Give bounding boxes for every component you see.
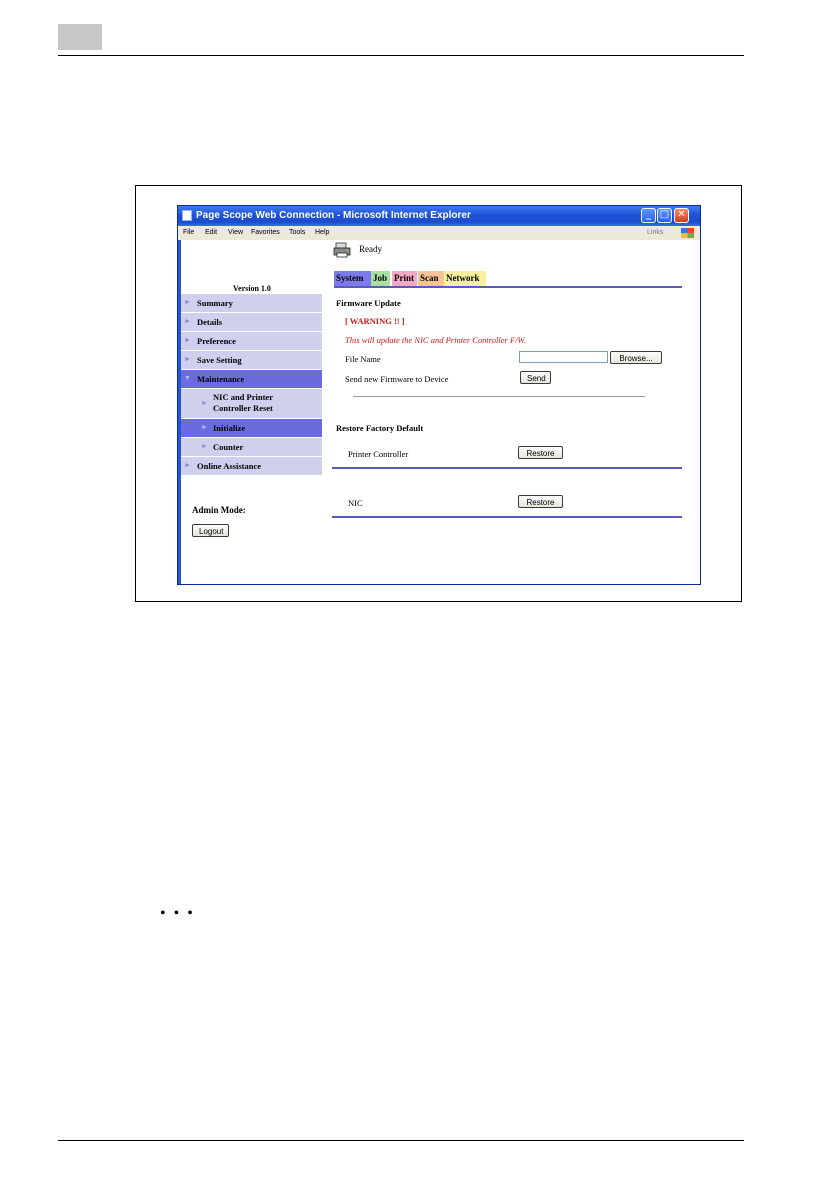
links-label[interactable]: Links [647,229,664,236]
chevron-right-icon: ► [201,399,208,407]
send-button[interactable]: Send [520,371,551,384]
chevron-right-icon: ► [184,355,191,363]
sidebar-item-label: Initialize [213,423,246,433]
sidebar-item-details[interactable] [181,313,322,332]
section-divider [332,467,682,469]
sidebar-item-initialize[interactable] [181,419,322,438]
printer-icon [333,242,351,258]
restore-heading: Restore Factory Default [336,423,424,433]
chevron-right-icon: ► [184,298,191,306]
header-rule [58,55,744,56]
label-line-1: NIC and Printer [213,392,273,402]
menu-tools[interactable]: Tools [289,229,306,236]
maximize-button[interactable]: □ [657,208,672,223]
file-name-input[interactable] [519,351,608,363]
windows-logo-icon [681,228,694,238]
browser-window [177,205,701,585]
menu-view[interactable]: View [228,229,244,236]
page-number-tab [58,24,102,50]
chevron-right-icon: ► [201,442,208,450]
sidebar-item-preference[interactable] [181,332,322,351]
warning-label: [ WARNING !! ] [345,316,405,326]
tab-network[interactable]: Network [444,271,486,286]
sidebar-item-nic-printer-reset[interactable] [181,389,322,419]
sidebar-item-label: Save Setting [197,355,242,365]
sidebar-item-maintenance[interactable] [181,370,322,389]
file-name-label: File Name [345,354,381,364]
ie-page-icon [182,210,192,221]
admin-mode-label: Admin Mode: [192,505,246,515]
logout-button[interactable]: Logout [192,524,229,537]
restore-nic-button[interactable]: Restore [518,495,563,508]
footer-rule [58,1140,744,1141]
page-content [181,240,700,584]
menu-bar [178,226,700,241]
close-button[interactable]: ✕ [674,208,689,223]
version-label: Version 1.0 [233,284,271,293]
sidebar-item-label: Counter [213,442,244,452]
firmware-heading: Firmware Update [336,298,401,308]
minimize-button[interactable]: _ [641,208,656,223]
sidebar-item-online-assistance[interactable] [181,457,322,476]
tab-print[interactable]: Print [392,271,417,286]
tab-underline [334,286,682,288]
status-text: Ready [359,244,382,254]
menu-edit[interactable]: Edit [205,229,218,236]
send-firmware-label: Send new Firmware to Device [345,374,449,384]
printer-controller-label: Printer Controller [348,449,409,459]
label-line-2: Controller Reset [213,403,273,413]
sidebar-item-label: Preference [197,336,236,346]
sidebar-item-label: Maintenance [197,374,245,384]
chevron-right-icon: ► [184,461,191,469]
sidebar-item-save-setting[interactable] [181,351,322,370]
chevron-right-icon: ► [184,336,191,344]
sidebar-item-label: Summary [197,298,233,308]
title-bar [178,206,700,226]
sidebar-item-summary[interactable] [181,294,322,313]
menu-file[interactable]: File [183,229,195,236]
divider [353,396,645,397]
window-title: Page Scope Web Connection - Microsoft Internet Explorer [196,210,471,221]
nic-label: NIC [348,498,363,508]
sidebar-item-counter[interactable] [181,438,322,457]
chevron-right-icon: ► [201,423,208,431]
warning-text: This will update the NIC and Printer Controller F/W. [345,335,526,345]
chevron-right-icon: ► [184,317,191,325]
sidebar-item-label [213,392,273,414]
sidebar-item-label: Details [197,317,223,327]
sidebar-item-label: Online Assistance [197,461,261,471]
restore-printer-controller-button[interactable]: Restore [518,446,563,459]
tab-scan[interactable]: Scan [418,271,444,286]
tab-system[interactable]: System [334,271,372,286]
tab-job[interactable]: Job [371,271,390,286]
chevron-down-icon: ▼ [184,374,191,382]
note-ellipsis: • • • [160,905,195,922]
menu-help[interactable]: Help [315,229,330,236]
menu-favorites[interactable]: Favorites [251,229,280,236]
browse-button[interactable]: Browse... [610,351,662,364]
section-divider-bottom [332,516,682,518]
